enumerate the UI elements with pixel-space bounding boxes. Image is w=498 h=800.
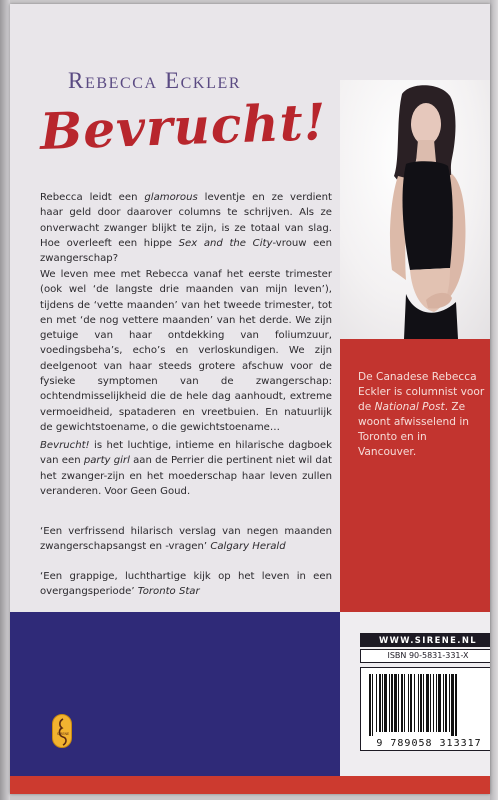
blurb-paragraph-1: Rebecca leidt een glamorous leventje en ze verdient haar geld door daarover columns te schrijven. Als ze onverwacht zwanger blijkt te zijn, is ze totaal van slag. Hoe overleeft een hippe Sex and the City-vrouw een zwangerschap? [40,192,332,265]
publisher-logo [52,714,72,748]
barcode-number: 9 789058 313317 [376,738,482,749]
press-quote-toronto-star: ‘Een grappige, luchthartige kijk op het leven in een overgangsperiode’ Toronto Star [40,571,332,598]
back-cover [10,4,490,794]
author-photo [340,80,490,339]
barcode-bars [361,668,490,738]
book-page-edge [490,0,498,800]
author-name: Rebecca Eckler [68,68,242,93]
publisher-website: WWW.SIRENE.NL [360,633,490,647]
book-title: Bevrucht! [38,92,328,161]
bottom-red-band [10,776,490,794]
book-spine-edge [0,0,10,800]
publisher-logo-text: SIRENE [56,732,70,736]
isbn-label: ISBN 90-5831-331-X [360,649,490,663]
blurb-paragraph-2: We leven mee met Rebecca vanaf het eerste trimester (ook wel ‘de langste drie maanden van mijn leven’), tijdens de ‘vette maanden’ van het tweede trimester, tot en met ‘de nog vettere maanden’ van het derde. We zijn getuige van haar ontdekking van foliumzuur, voedingsbeha’s, echo’s en verloskundigen. We zijn deelgenoot van haar steeds grotere afschuw voor de fysieke symptomen van de zwangerschap: ochtendmisselijkheid die de hele dag aanhoudt, extreme vermoeidheid, spataderen en vreetbuien. En natuurlijk de gewichtstoename, o die gewichtstoename… [40,269,332,433]
author-bio: De Canadese Rebecca Eckler is columnist voor de National Post. Ze woont afwisselend in Toronto en in Vancouver. [358,371,485,458]
blurb-paragraph-3: Bevrucht! is het luchtige, intieme en hilarische dagboek van een party girl aan de Perrier die pertinent niet wil dat het zwanger-zijn en het moederschap haar leven zullen veranderen. Voor Geen Goud. [40,440,332,497]
press-quote-calgary-herald: ‘Een verfrissend hilarisch verslag van negen maanden zwangerschapsangst en -vragen’ Calgary Herald [40,526,332,553]
barcode [360,667,490,751]
